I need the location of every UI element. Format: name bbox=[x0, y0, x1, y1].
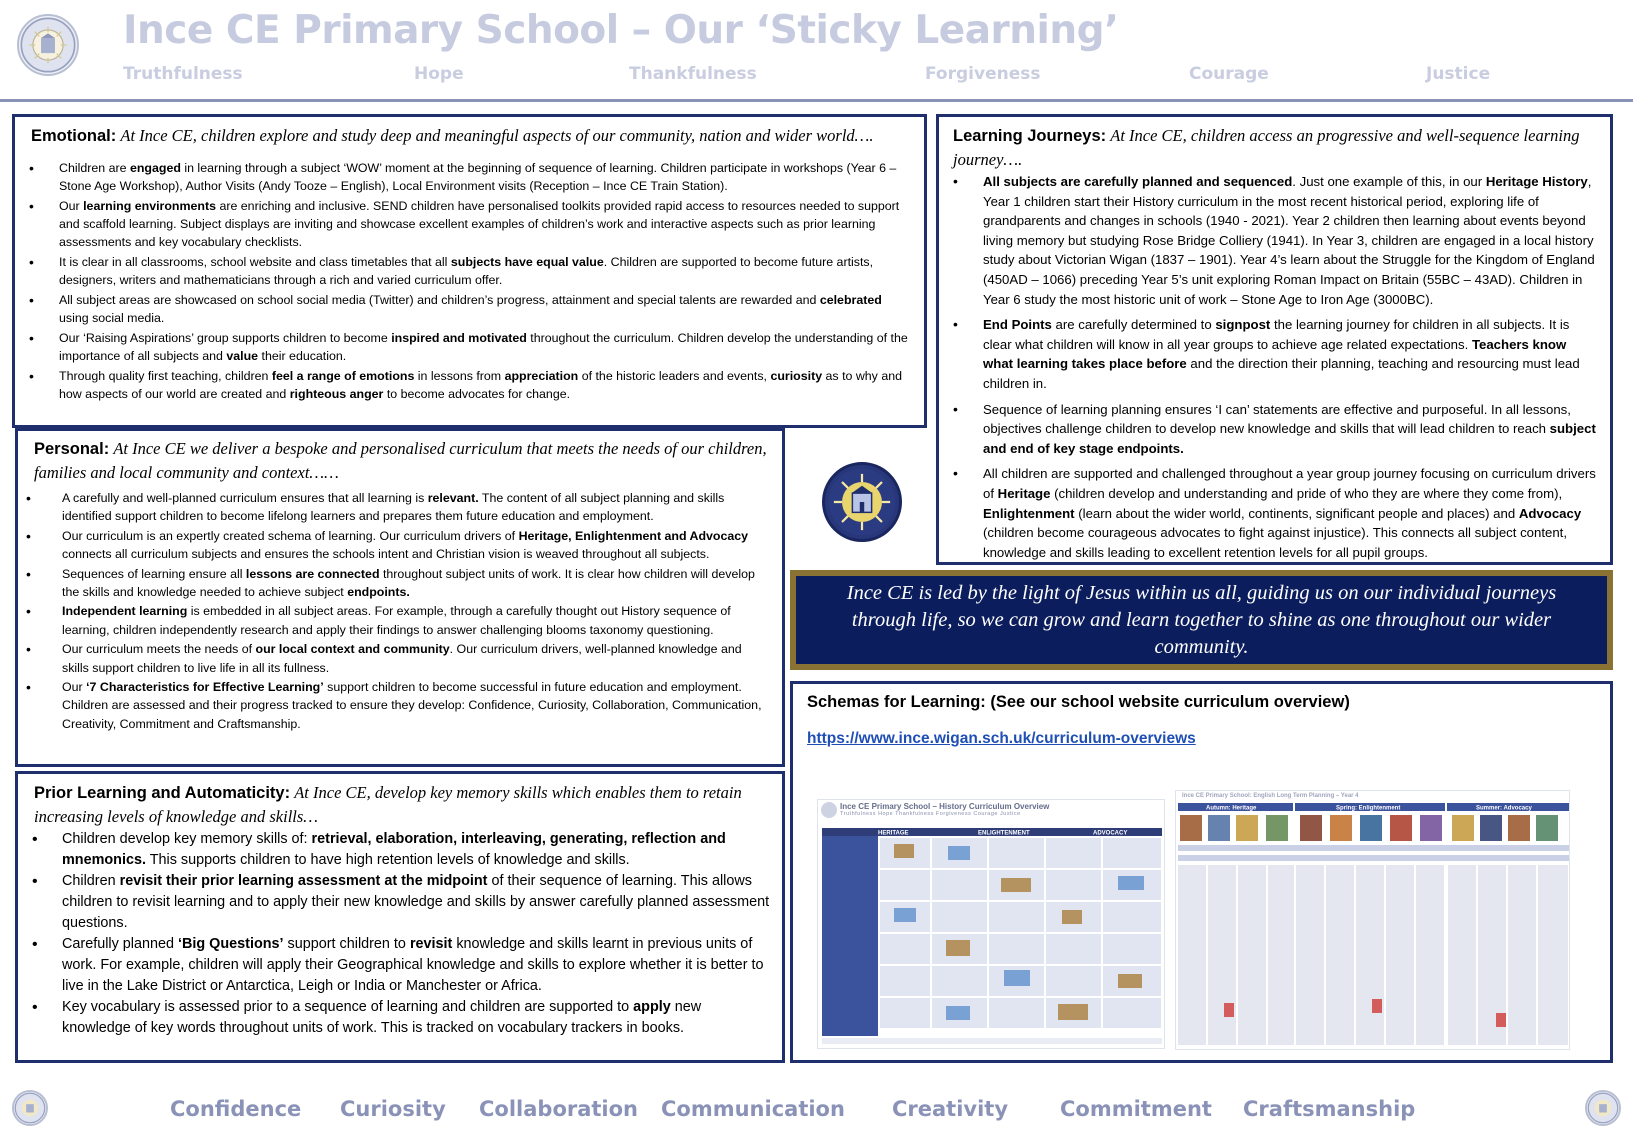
journeys-list bbox=[953, 172, 1598, 562]
skill-collaboration: Collaboration bbox=[479, 1097, 639, 1121]
list-item: • Children are engaged in learning through a subject ‘WOW’ moment at the beginning of sequence of learning. Children participate in workshops (Year 6 – Stone Age Workshop), Author Visits (Andy Tooze – English), Local Environment visits (Reception – Ince CE Train Station). bbox=[29, 159, 910, 195]
list-item: • All subjects are carefully planned and sequenced. Just one example of this, in our Heritage History, Year 1 children start their History curriculum in the most recent historical period, exploring life of grandparents and changes in schools (1940 - 2021). Year 2 children then learning about events beyond living memory but studying Rose Bridge Colliery (1941). In Year 3, children are engaged in a local history study about Victorian Wigan (1837 – 1901). Year 4’s learn about the Struggle for the Kingdom of England (450AD – 1066) preceding Year 5’s unit exploring Roman Impact on Britain (55BC – 43AD). Children in Year 6 study the most historic unit of work – Stone Age to Iron Age (3000BC). bbox=[953, 172, 1598, 309]
school-logo-footer-left bbox=[12, 1090, 48, 1126]
value-courage: Courage bbox=[1189, 64, 1269, 84]
thumb2-col-spring: Spring: Enlightenment bbox=[1336, 805, 1401, 812]
list-item: • Carefully planned ‘Big Questions’ support children to revisit knowledge and skills learnt in previous units of work. For example, children will apply their Geographical knowledge and skills to explore whether it is better to live in the Lake District or Antarctica, Leigh or India or Manchester or Africa. bbox=[34, 934, 770, 997]
personal-intro: At Ince CE we deliver a bespoke and personalised curriculum that meets the needs of our children, families and local community and context…… bbox=[34, 439, 767, 482]
prior-header bbox=[34, 781, 770, 829]
list-item: • Our learning environments are enriching and inclusive. SEND children have personalised toolkits provided rapid access to resources needed to support and scaffold learning. Subject displays are inviting and showcase excellent examples of children’s work and interactive aspects such as prior learning assessments and key vocabulary checklists. bbox=[29, 197, 910, 251]
value-thankfulness: Thankfulness bbox=[629, 64, 757, 84]
list-item: • Children revisit their prior learning assessment at the midpoint of their sequence of learning. This allows children to revisit learning and to apply their new knowledge and skills by answer carefully planned assessment questions. bbox=[34, 871, 770, 934]
value-hope: Hope bbox=[414, 64, 464, 84]
personal-list bbox=[34, 489, 770, 733]
history-overview-thumbnail[interactable] bbox=[817, 799, 1165, 1049]
emotional-heading: Emotional: bbox=[31, 127, 117, 145]
thumb2-col-autumn: Autumn: Heritage bbox=[1206, 805, 1257, 812]
list-item: • Our ‘Raising Aspirations’ group supports children to become inspired and motivated throughout the curriculum. Children develop the understanding of the importance of all subjects and value their education. bbox=[29, 329, 910, 365]
school-crest-icon bbox=[1587, 1092, 1619, 1124]
skill-creativity: Creativity bbox=[892, 1097, 1009, 1121]
thumbnail-logo-icon bbox=[821, 802, 837, 818]
personal-header bbox=[34, 437, 770, 485]
header-divider bbox=[0, 99, 1633, 102]
mission-statement-box bbox=[790, 570, 1613, 670]
skill-communication: Communication bbox=[661, 1097, 845, 1121]
schemas-panel bbox=[790, 681, 1613, 1063]
value-forgiveness: Forgiveness bbox=[925, 64, 1041, 84]
list-item: • Our curriculum meets the needs of our local context and community. Our curriculum drivers, well-planned knowledge and skills support children to live life in all its fullness. bbox=[34, 640, 770, 677]
list-item: • Children develop key memory skills of: retrieval, elaboration, interleaving, generating, reflection and mnemonics. This supports children to have high retention levels of knowledge and skills. bbox=[34, 829, 770, 871]
thumbnail-values: Truthfulness Hope Thankfulness Forgiveness Courage Justice bbox=[840, 811, 1021, 817]
school-logo-header bbox=[17, 14, 79, 76]
prior-list bbox=[34, 829, 770, 1039]
curriculum-overview-link[interactable]: https://www.ince.wigan.sch.uk/curriculum-overviews bbox=[807, 730, 1196, 747]
list-item: • Our curriculum is an expertly created schema of learning. Our curriculum drivers of Heritage, Enlightenment and Advocacy connects all curriculum subjects and ensures the schools intent and Christian vision is weaved throughout all subjects. bbox=[34, 527, 770, 564]
skill-commitment: Commitment bbox=[1060, 1097, 1212, 1121]
list-item: • Our ‘7 Characteristics for Effective Learning’ support children to become successful in future education and employment. Children are assessed and their progress tracked to ensure they develop: Confidence, Curiosity, Collaboration, Communication, Creativity, Commitment and Craftsmanship. bbox=[34, 678, 770, 733]
prior-intro: At Ince CE, develop key memory skills which enables them to retain increasing levels of knowledge and skills… bbox=[34, 783, 742, 826]
schemas-heading: Schemas for Learning: (See our school website curriculum overview) bbox=[807, 693, 1350, 711]
list-item: • Independent learning is embedded in all subject areas. For example, through a carefully thought out History sequence of learning, children independently research and apply their findings to answer challenging blooms taxonomy questioning. bbox=[34, 602, 770, 639]
personal-heading: Personal: bbox=[34, 440, 110, 458]
school-logo-center bbox=[822, 462, 902, 542]
thumbnail-title: Ince CE Primary School – History Curriculum Overview bbox=[840, 802, 1050, 811]
list-item: • All subject areas are showcased on school social media (Twitter) and children’s progress, attainment and special talents are rewarded and celebrated using social media. bbox=[29, 291, 910, 327]
list-item: • Key vocabulary is assessed prior to a sequence of learning and children are supported to apply new knowledge of key words throughout units of work. This is tracked on vocabulary trackers in books. bbox=[34, 997, 770, 1039]
thumb2-col-summer: Summer: Advocacy bbox=[1476, 805, 1532, 812]
emotional-header bbox=[29, 124, 910, 148]
thumb1-col-advocacy: ADVOCACY bbox=[1093, 830, 1128, 837]
english-planning-table-graphic bbox=[1176, 803, 1570, 1048]
skill-curiosity: Curiosity bbox=[340, 1097, 446, 1121]
school-crest-icon bbox=[19, 16, 77, 74]
list-item: • It is clear in all classrooms, school website and class timetables that all subjects have equal value. Children are supported to become future artists, designers, writers and mathematicians through a rich and varied curriculum offer. bbox=[29, 253, 910, 289]
value-justice: Justice bbox=[1426, 64, 1491, 84]
list-item: • A carefully and well-planned curriculum ensures that all learning is relevant. The content of all subject planning and skills identified support children to become lifelong learners and prepares them future education and employment. bbox=[34, 489, 770, 526]
thumb1-col-heritage: HERITAGE bbox=[878, 830, 909, 837]
page-title: Ince CE Primary School – Our ‘Sticky Learning’ bbox=[123, 8, 1119, 53]
list-item: • All children are supported and challenged throughout a year group journey focusing on curriculum drivers of Heritage (children develop and understanding and pride of who they are where they come from), Enlightenment (learn about the wider world, continents, significant people and places) and Advocacy (children become courageous advocates to fight against injustice). This connects all subject content, knowledge and skills leading to excellent retention levels for all pupil groups. bbox=[953, 464, 1598, 562]
school-crest-icon bbox=[825, 465, 899, 539]
thumb1-col-enlightenment: ENLIGHTENMENT bbox=[978, 830, 1030, 837]
prior-heading: Prior Learning and Automaticity: bbox=[34, 784, 291, 802]
skill-craftsmanship: Craftsmanship bbox=[1243, 1097, 1416, 1121]
school-logo-footer-right bbox=[1585, 1090, 1621, 1126]
school-crest-icon bbox=[14, 1092, 46, 1124]
list-item: • Through quality first teaching, children feel a range of emotions in lessons from appreciation of the historic leaders and events, curiosity as to why and how aspects of our world are created and righteous anger to become advocates for change. bbox=[29, 367, 910, 403]
list-item: • End Points are carefully determined to signpost the learning journey for children in all subjects. It is clear what children will know in all year groups to achieve age related expectations. Teachers know what learning takes place before and the direction their planning, teaching and resourcing must lead children in. bbox=[953, 315, 1598, 393]
emotional-panel bbox=[12, 114, 927, 428]
list-item: • Sequences of learning ensure all lessons are connected throughout subject units of work. It is clear how children will develop the skills and knowledge needed to achieve subject endpoints. bbox=[34, 565, 770, 602]
list-item: • Sequence of learning planning ensures ‘I can’ statements are effective and purposeful. In all lessons, objectives challenge children to develop new knowledge and skills that will lead children to reach subject and end of key stage endpoints. bbox=[953, 400, 1598, 459]
emotional-intro: At Ince CE, children explore and study deep and meaningful aspects of our community, nation and wider world…. bbox=[120, 126, 874, 145]
thumbnail-title: Ince CE Primary School: English Long Term Planning – Year 4 bbox=[1182, 793, 1359, 799]
journeys-header bbox=[953, 124, 1598, 172]
mission-statement: Ince CE is led by the light of Jesus within us all, guiding us on our individual journeys through life, so we can grow and learn together to shine as one throughout our wider community. bbox=[846, 581, 1557, 658]
skill-confidence: Confidence bbox=[170, 1097, 302, 1121]
history-overview-table-graphic bbox=[818, 828, 1165, 1048]
prior-learning-panel bbox=[15, 771, 785, 1063]
journeys-intro: At Ince CE, children access an progressive and well-sequence learning journey…. bbox=[953, 126, 1580, 169]
emotional-list bbox=[29, 159, 910, 403]
value-truthfulness: Truthfulness bbox=[123, 64, 243, 84]
personal-panel bbox=[15, 428, 785, 767]
learning-journeys-panel bbox=[936, 114, 1613, 565]
english-planning-thumbnail[interactable] bbox=[1175, 790, 1570, 1050]
journeys-heading: Learning Journeys: bbox=[953, 127, 1107, 145]
